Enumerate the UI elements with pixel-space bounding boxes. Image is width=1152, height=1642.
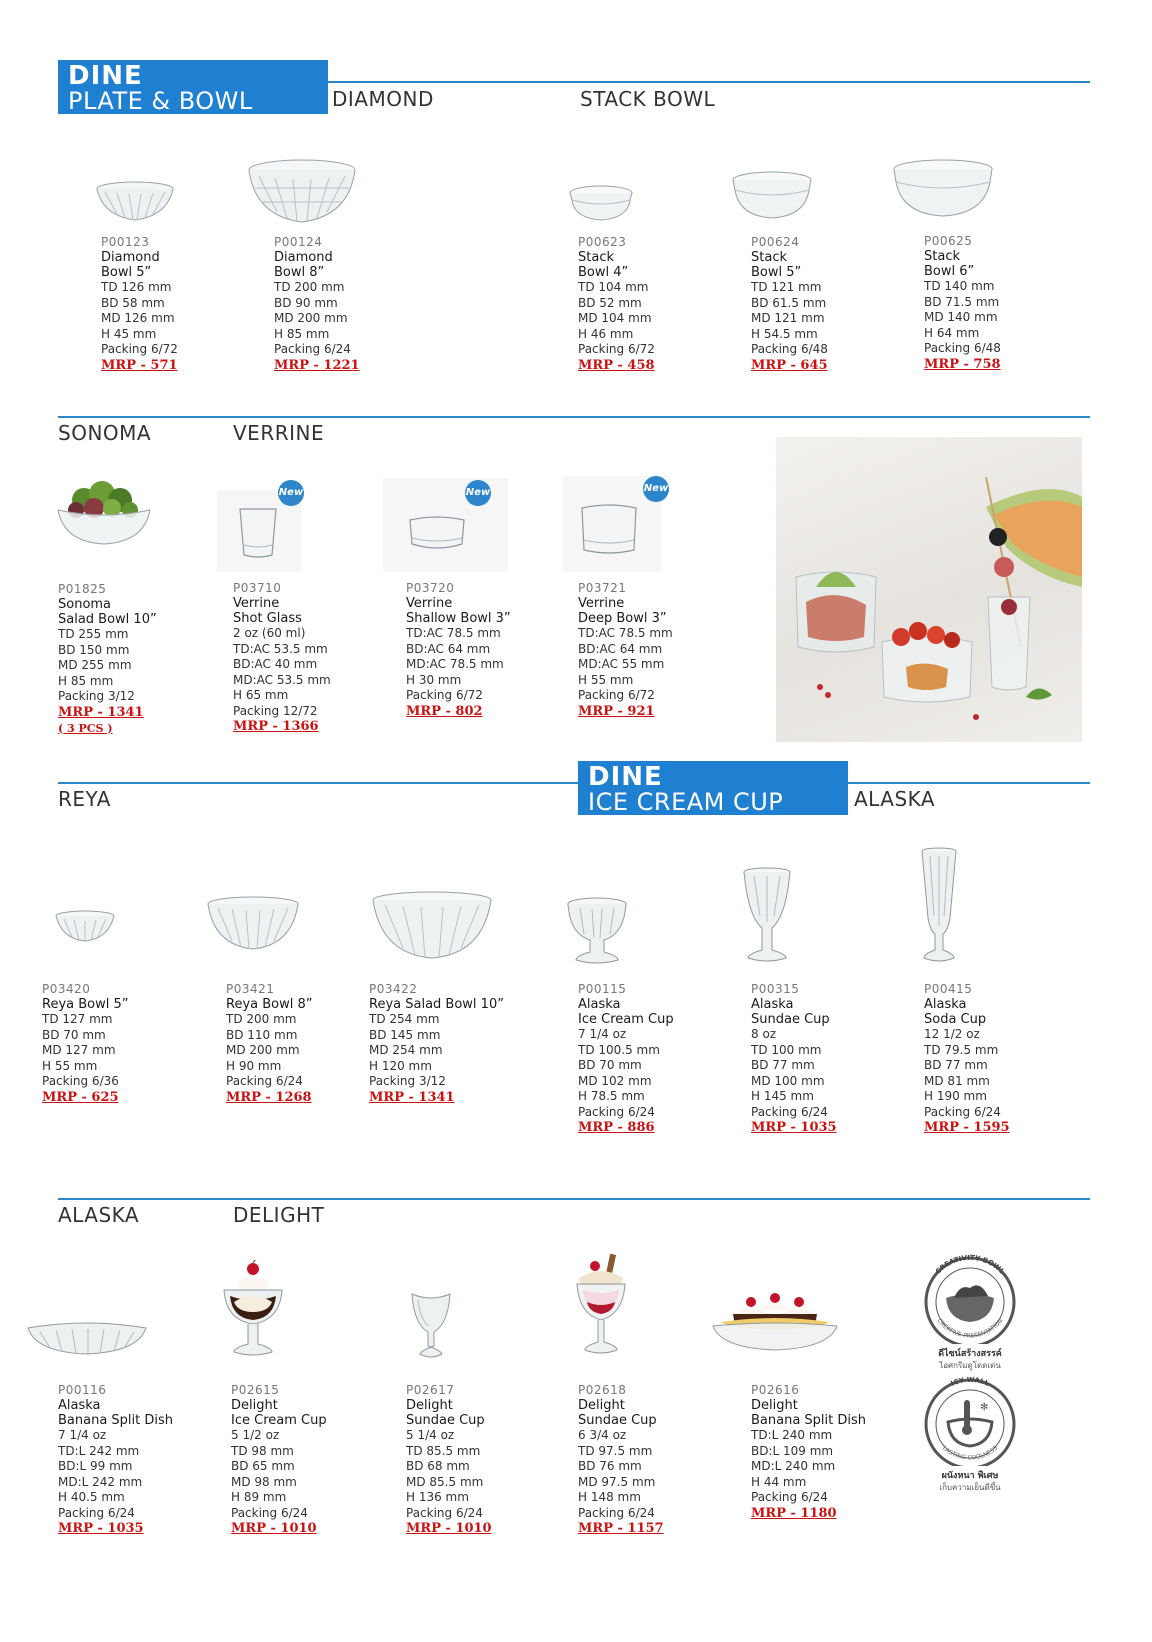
product-code: P03721: [578, 581, 627, 595]
price: MRP - 1035: [58, 1521, 144, 1536]
spec-line: MD 140 mm: [924, 310, 998, 324]
spec-line: H 90 mm: [226, 1058, 282, 1073]
delight-sundae-cup-6-image: [573, 1254, 629, 1360]
spec-line: TD 100 mm: [751, 1042, 822, 1057]
price: MRP - 625: [42, 1089, 119, 1105]
product-p00123: [101, 235, 251, 374]
banner-ice-cream: [578, 761, 848, 815]
spec-line: TD 126 mm: [101, 280, 172, 294]
product-name: Salad Bowl 10”: [58, 612, 157, 627]
alaska-soda-cup-image: [918, 846, 960, 966]
verrine-shallow-bowl-image: [404, 514, 470, 554]
product-code: P00123: [101, 235, 150, 249]
product-name: Bowl 4”: [578, 265, 629, 280]
product-p00624: [751, 235, 901, 374]
section-title-alaska-bottom: ALASKA: [58, 1203, 140, 1227]
spec-line: MD 81 mm: [924, 1073, 990, 1088]
product-name: Sundae Cup: [578, 1413, 657, 1428]
price: MRP - 1341: [369, 1089, 455, 1105]
product-p02616: [751, 1383, 901, 1522]
spec-line: H 85 mm: [58, 673, 114, 688]
product-name: Bowl 5”: [101, 265, 152, 280]
product-p03420: [42, 982, 192, 1106]
spec-line: BD 68 mm: [406, 1459, 470, 1473]
product-name: Verrine: [406, 596, 453, 611]
spec-line: BD 77 mm: [924, 1058, 988, 1072]
product-name: Deep Bowl 3”: [578, 611, 667, 626]
product-p03422: [369, 982, 519, 1106]
spec-line: MD 255 mm: [58, 658, 132, 672]
product-name: Reya Bowl 8”: [226, 997, 313, 1012]
spec-line: MD 121 mm: [751, 311, 825, 325]
spec-line: H 55 mm: [42, 1058, 98, 1073]
spec-line: Packing 6/24: [751, 1104, 828, 1119]
spec-line: 8 oz: [751, 1027, 777, 1041]
spec-line: TD:AC 78.5 mm: [578, 626, 673, 640]
spec-line: TD 255 mm: [58, 627, 129, 641]
spec-line: MD 126 mm: [101, 311, 175, 325]
spec-line: BD 90 mm: [274, 295, 338, 310]
spec-line: H 55 mm: [578, 672, 634, 687]
divider-4: [58, 1198, 1090, 1200]
price: MRP - 1180: [751, 1505, 837, 1521]
spec-line: MD 127 mm: [42, 1043, 116, 1057]
spec-line: 12 1/2 oz: [924, 1027, 980, 1041]
spec-line: H 78.5 mm: [578, 1089, 645, 1103]
spec-line: BD 52 mm: [578, 295, 642, 310]
spec-line: TD 98 mm: [231, 1443, 294, 1458]
spec-line: H 40.5 mm: [58, 1490, 125, 1504]
spec-line: Packing 6/24: [231, 1505, 308, 1520]
spec-line: Packing 6/24: [578, 1505, 655, 1520]
new-badge: New: [643, 476, 669, 502]
creativity-bowl-logo: [910, 1254, 1030, 1374]
divider-2: [58, 416, 1090, 418]
spec-line: TD 200 mm: [274, 280, 345, 294]
spec-line: BD 70 mm: [42, 1027, 106, 1042]
spec-line: Packing 6/72: [578, 342, 655, 356]
product-p00115: [578, 982, 728, 1136]
spec-line: Packing 6/24: [274, 342, 351, 356]
product-name: Alaska: [751, 997, 794, 1012]
ring-top-text: ICY WALL: [949, 1376, 991, 1388]
price: MRP - 1366: [233, 719, 319, 734]
spec-line: BD 58 mm: [101, 295, 165, 310]
diamond-bowl-8-image: [247, 158, 357, 226]
product-p01825: [58, 582, 208, 737]
delight-sundae-cup-5-image: [408, 1290, 454, 1360]
spec-line: BD:AC 40 mm: [233, 657, 318, 671]
reya-bowl-8-image: [206, 895, 300, 953]
product-p02617: [406, 1383, 556, 1537]
spec-line: Packing 6/24: [578, 1104, 655, 1119]
product-name: Sonoma: [58, 597, 112, 612]
ring-top-text: CREATIVITY BOWL: [934, 1254, 1006, 1276]
spec-line: Packing 3/12: [58, 689, 135, 703]
spec-line: Packing 6/24: [406, 1505, 483, 1520]
product-name: Sundae Cup: [406, 1413, 485, 1428]
spec-line: BD 76 mm: [578, 1459, 642, 1473]
ring-bottom-text: CREATIVE PRESENTATION: [935, 1317, 1005, 1340]
product-name: Delight: [406, 1398, 453, 1413]
product-name: Shallow Bowl 3”: [406, 611, 511, 626]
product-code: P02615: [231, 1383, 280, 1397]
product-p03421: [226, 982, 376, 1106]
spec-line: H 54.5 mm: [751, 326, 818, 341]
banner-title: DINE: [588, 762, 663, 792]
diamond-bowl-5-image: [95, 180, 175, 224]
product-code: P00624: [751, 235, 800, 249]
spec-line: Packing 12/72: [233, 703, 318, 718]
logo-caption-2: เก็บความเย็นดีขึ้น: [939, 1483, 1001, 1492]
banner-title: DINE: [68, 61, 143, 91]
spec-line: H 148 mm: [578, 1490, 641, 1504]
spec-line: MD 85.5 mm: [406, 1474, 484, 1489]
product-code: P02617: [406, 1383, 455, 1397]
spec-line: MD 102 mm: [578, 1073, 652, 1088]
section-title-diamond: DIAMOND: [332, 87, 434, 111]
spec-line: BD:AC 64 mm: [406, 641, 491, 656]
product-name: Stack: [578, 250, 614, 265]
product-code: P03422: [369, 982, 418, 996]
product-name: Banana Split Dish: [751, 1413, 867, 1428]
product-name: Diamond: [274, 250, 333, 265]
spec-line: MD 254 mm: [369, 1043, 443, 1057]
reya-salad-bowl-10-image: [371, 890, 493, 962]
product-p00623: [578, 235, 728, 374]
price: MRP - 1595: [924, 1120, 1010, 1135]
product-p00625: [924, 234, 1074, 373]
price: MRP - 1035: [751, 1120, 837, 1135]
spec-line: Packing 6/72: [101, 342, 178, 356]
product-code: P00116: [58, 1383, 107, 1397]
spec-line: BD 61.5 mm: [751, 295, 827, 310]
lifestyle-photo-image: [776, 437, 1082, 742]
product-name: Sundae Cup: [751, 1012, 830, 1027]
spec-line: MD 100 mm: [751, 1073, 825, 1088]
spec-line: TD:AC 53.5 mm: [233, 641, 328, 656]
price: MRP - 1268: [226, 1089, 312, 1105]
spec-line: H 120 mm: [369, 1058, 432, 1073]
spec-line: BD 145 mm: [369, 1027, 441, 1042]
product-name: Soda Cup: [924, 1012, 987, 1027]
price: MRP - 458: [578, 357, 655, 373]
product-p03710: [233, 581, 383, 735]
product-name: Alaska: [924, 997, 967, 1012]
spec-line: TD 200 mm: [226, 1012, 297, 1026]
spec-line: H 64 mm: [924, 325, 980, 340]
product-name: Shot Glass: [233, 611, 302, 626]
spec-line: TD:L 240 mm: [751, 1428, 833, 1442]
spec-line: H 145 mm: [751, 1089, 814, 1103]
spec-line: H 30 mm: [406, 672, 462, 687]
icy-wall-icon: [910, 1376, 1030, 1466]
section-title-stack-bowl: STACK BOWL: [580, 87, 716, 111]
price: MRP - 921: [578, 703, 655, 719]
product-name: Stack: [751, 250, 787, 265]
spec-line: Packing 6/72: [578, 688, 655, 702]
product-code: P02618: [578, 1383, 627, 1397]
spec-line: BD 77 mm: [751, 1058, 815, 1072]
spec-line: TD:AC 78.5 mm: [406, 626, 501, 640]
product-code: P00315: [751, 982, 800, 996]
stack-bowl-5-image: [731, 170, 813, 222]
product-code: P03720: [406, 581, 455, 595]
product-p03720: [406, 581, 556, 720]
logo-caption-1: ผนังหนา พิเศษ: [941, 1471, 999, 1481]
price: MRP - 1010: [231, 1521, 317, 1536]
spec-line: TD:L 242 mm: [58, 1443, 140, 1458]
price: MRP - 886: [578, 1120, 655, 1135]
logo-caption-2: ไอศกรีมดูโดดเด่น: [939, 1361, 1001, 1370]
spec-line: 7 1/4 oz: [58, 1428, 107, 1442]
product-code: P00124: [274, 235, 323, 249]
spec-line: TD 254 mm: [369, 1012, 440, 1026]
creativity-bowl-icon: [910, 1254, 1030, 1344]
product-name: Delight: [231, 1398, 278, 1413]
spec-line: Packing 6/48: [924, 341, 1001, 355]
spec-line: BD 71.5 mm: [924, 294, 1000, 309]
spec-line: MD:AC 53.5 mm: [233, 672, 331, 687]
spec-line: BD:L 109 mm: [751, 1443, 834, 1458]
sonoma-salad-bowl-image: [54, 480, 154, 546]
spec-line: Packing 6/24: [924, 1104, 1001, 1119]
stack-bowl-4-image: [568, 184, 634, 224]
spec-line: MD:L 240 mm: [751, 1459, 836, 1473]
product-name: Stack: [924, 249, 960, 264]
price: MRP - 645: [751, 357, 828, 373]
product-name: Verrine: [233, 596, 280, 611]
section-title-reya: REYA: [58, 787, 111, 811]
spec-line: TD 127 mm: [42, 1012, 113, 1026]
spec-line: MD:AC 78.5 mm: [406, 657, 504, 671]
spec-line: H 85 mm: [274, 326, 330, 341]
section-title-sonoma: SONOMA: [58, 421, 152, 445]
spec-line: H 45 mm: [101, 326, 157, 341]
banner-subtitle: PLATE & BOWL: [68, 87, 253, 115]
product-p00315: [751, 982, 901, 1136]
product-name: Diamond: [101, 250, 160, 265]
product-name: Banana Split Dish: [58, 1413, 174, 1428]
product-p00415: [924, 982, 1074, 1136]
spec-line: Packing 6/24: [226, 1074, 303, 1088]
spec-line: Packing 6/24: [751, 1490, 828, 1504]
price: MRP - 1010: [406, 1521, 492, 1536]
product-name: Bowl 6”: [924, 264, 975, 279]
price: MRP - 1341: [58, 704, 144, 720]
delight-banana-split-dish-image: [711, 1292, 839, 1356]
product-code: P00625: [924, 234, 973, 248]
pack-note: ( 3 PCS ): [58, 721, 113, 735]
verrine-deep-bowl-image: [578, 500, 640, 558]
product-p03721: [578, 581, 728, 720]
lifestyle-photo: [776, 437, 1082, 742]
spec-line: BD 65 mm: [231, 1459, 295, 1473]
product-name: Reya Bowl 5”: [42, 997, 129, 1012]
spec-line: MD 200 mm: [274, 311, 348, 325]
product-name: Delight: [751, 1398, 798, 1413]
spec-line: Packing 6/24: [58, 1505, 135, 1520]
spec-line: 5 1/4 oz: [406, 1428, 455, 1442]
price: MRP - 1221: [274, 357, 360, 373]
product-name: Delight: [578, 1398, 625, 1413]
spec-line: BD 150 mm: [58, 642, 130, 657]
product-name: Verrine: [578, 596, 625, 611]
price: MRP - 802: [406, 703, 483, 719]
spec-line: 5 1/2 oz: [231, 1428, 280, 1442]
spec-line: Packing 6/72: [406, 688, 483, 702]
spec-line: H 44 mm: [751, 1474, 807, 1489]
new-badge: New: [278, 480, 304, 506]
price: MRP - 758: [924, 356, 1001, 372]
delight-ice-cream-cup-image: [220, 1260, 286, 1358]
spec-line: TD 104 mm: [578, 280, 649, 294]
product-code: P02616: [751, 1383, 800, 1397]
banner-plate-bowl: [58, 60, 328, 114]
product-name: Ice Cream Cup: [578, 1012, 674, 1027]
alaska-ice-cream-cup-image: [566, 896, 628, 966]
product-p00116: [58, 1383, 208, 1537]
ring-bottom-text: LASTING COOLNESS: [940, 1444, 1000, 1462]
product-name: Alaska: [578, 997, 621, 1012]
product-code: P01825: [58, 582, 107, 596]
divider-3: [58, 782, 1090, 784]
stack-bowl-6-image: [892, 158, 994, 220]
spec-line: MD 97.5 mm: [578, 1474, 656, 1489]
icy-wall-logo: [910, 1376, 1030, 1496]
spec-line: H 46 mm: [578, 326, 634, 341]
verrine-shot-glass-image: [236, 505, 280, 561]
product-code: P00415: [924, 982, 973, 996]
spec-line: TD 79.5 mm: [924, 1042, 999, 1057]
spec-line: TD 97.5 mm: [578, 1443, 653, 1458]
product-name: Bowl 8”: [274, 265, 325, 280]
product-name: Ice Cream Cup: [231, 1413, 327, 1428]
new-badge: New: [465, 480, 491, 506]
product-code: P03420: [42, 982, 91, 996]
logo-caption-1: ดีไซน์สร้างสรรค์: [938, 1349, 1002, 1359]
spec-line: TD 100.5 mm: [578, 1042, 660, 1057]
spec-line: H 89 mm: [231, 1490, 287, 1504]
spec-line: TD 85.5 mm: [406, 1443, 481, 1458]
spec-line: H 136 mm: [406, 1490, 469, 1504]
banner-subtitle: ICE CREAM CUP: [588, 788, 784, 816]
spec-line: MD 200 mm: [226, 1043, 300, 1057]
snowflake-icon: ✻: [980, 1402, 989, 1413]
spec-line: 6 3/4 oz: [578, 1428, 627, 1442]
section-title-alaska-top: ALASKA: [854, 787, 936, 811]
reya-bowl-5-image: [54, 909, 116, 945]
price: MRP - 1157: [578, 1521, 664, 1536]
product-p02615: [231, 1383, 381, 1537]
alaska-sundae-cup-image: [742, 866, 792, 966]
section-title-verrine: VERRINE: [233, 421, 325, 445]
product-code: P03421: [226, 982, 275, 996]
product-code: P00115: [578, 982, 627, 996]
product-p00124: [274, 235, 424, 374]
spec-line: Packing 6/36: [42, 1074, 119, 1088]
spec-line: MD 104 mm: [578, 311, 652, 325]
spec-line: 2 oz (60 ml): [233, 626, 306, 640]
spec-line: BD 110 mm: [226, 1027, 298, 1042]
spec-line: Packing 6/48: [751, 342, 828, 356]
product-name: Bowl 5”: [751, 265, 802, 280]
alaska-banana-split-dish-image: [26, 1318, 148, 1358]
spec-line: TD 140 mm: [924, 279, 995, 293]
spec-line: MD 98 mm: [231, 1474, 297, 1489]
product-code: P00623: [578, 235, 627, 249]
spec-line: H 65 mm: [233, 688, 289, 702]
spec-line: TD 121 mm: [751, 280, 822, 294]
spec-line: 7 1/4 oz: [578, 1027, 627, 1041]
spec-line: H 190 mm: [924, 1089, 987, 1103]
spec-line: MD:AC 55 mm: [578, 657, 665, 671]
spec-line: BD 70 mm: [578, 1058, 642, 1072]
product-p02618: [578, 1383, 728, 1537]
spec-line: MD:L 242 mm: [58, 1474, 143, 1489]
spec-line: BD:AC 64 mm: [578, 641, 663, 656]
product-name: Reya Salad Bowl 10”: [369, 997, 504, 1012]
product-code: P03710: [233, 581, 282, 595]
product-name: Alaska: [58, 1398, 101, 1413]
svg-text:CREATIVITY BOWL: [934, 1254, 1006, 1276]
spec-line: Packing 3/12: [369, 1074, 446, 1088]
section-title-delight: DELIGHT: [233, 1203, 325, 1227]
spec-line: BD:L 99 mm: [58, 1459, 133, 1473]
price: MRP - 571: [101, 357, 178, 373]
